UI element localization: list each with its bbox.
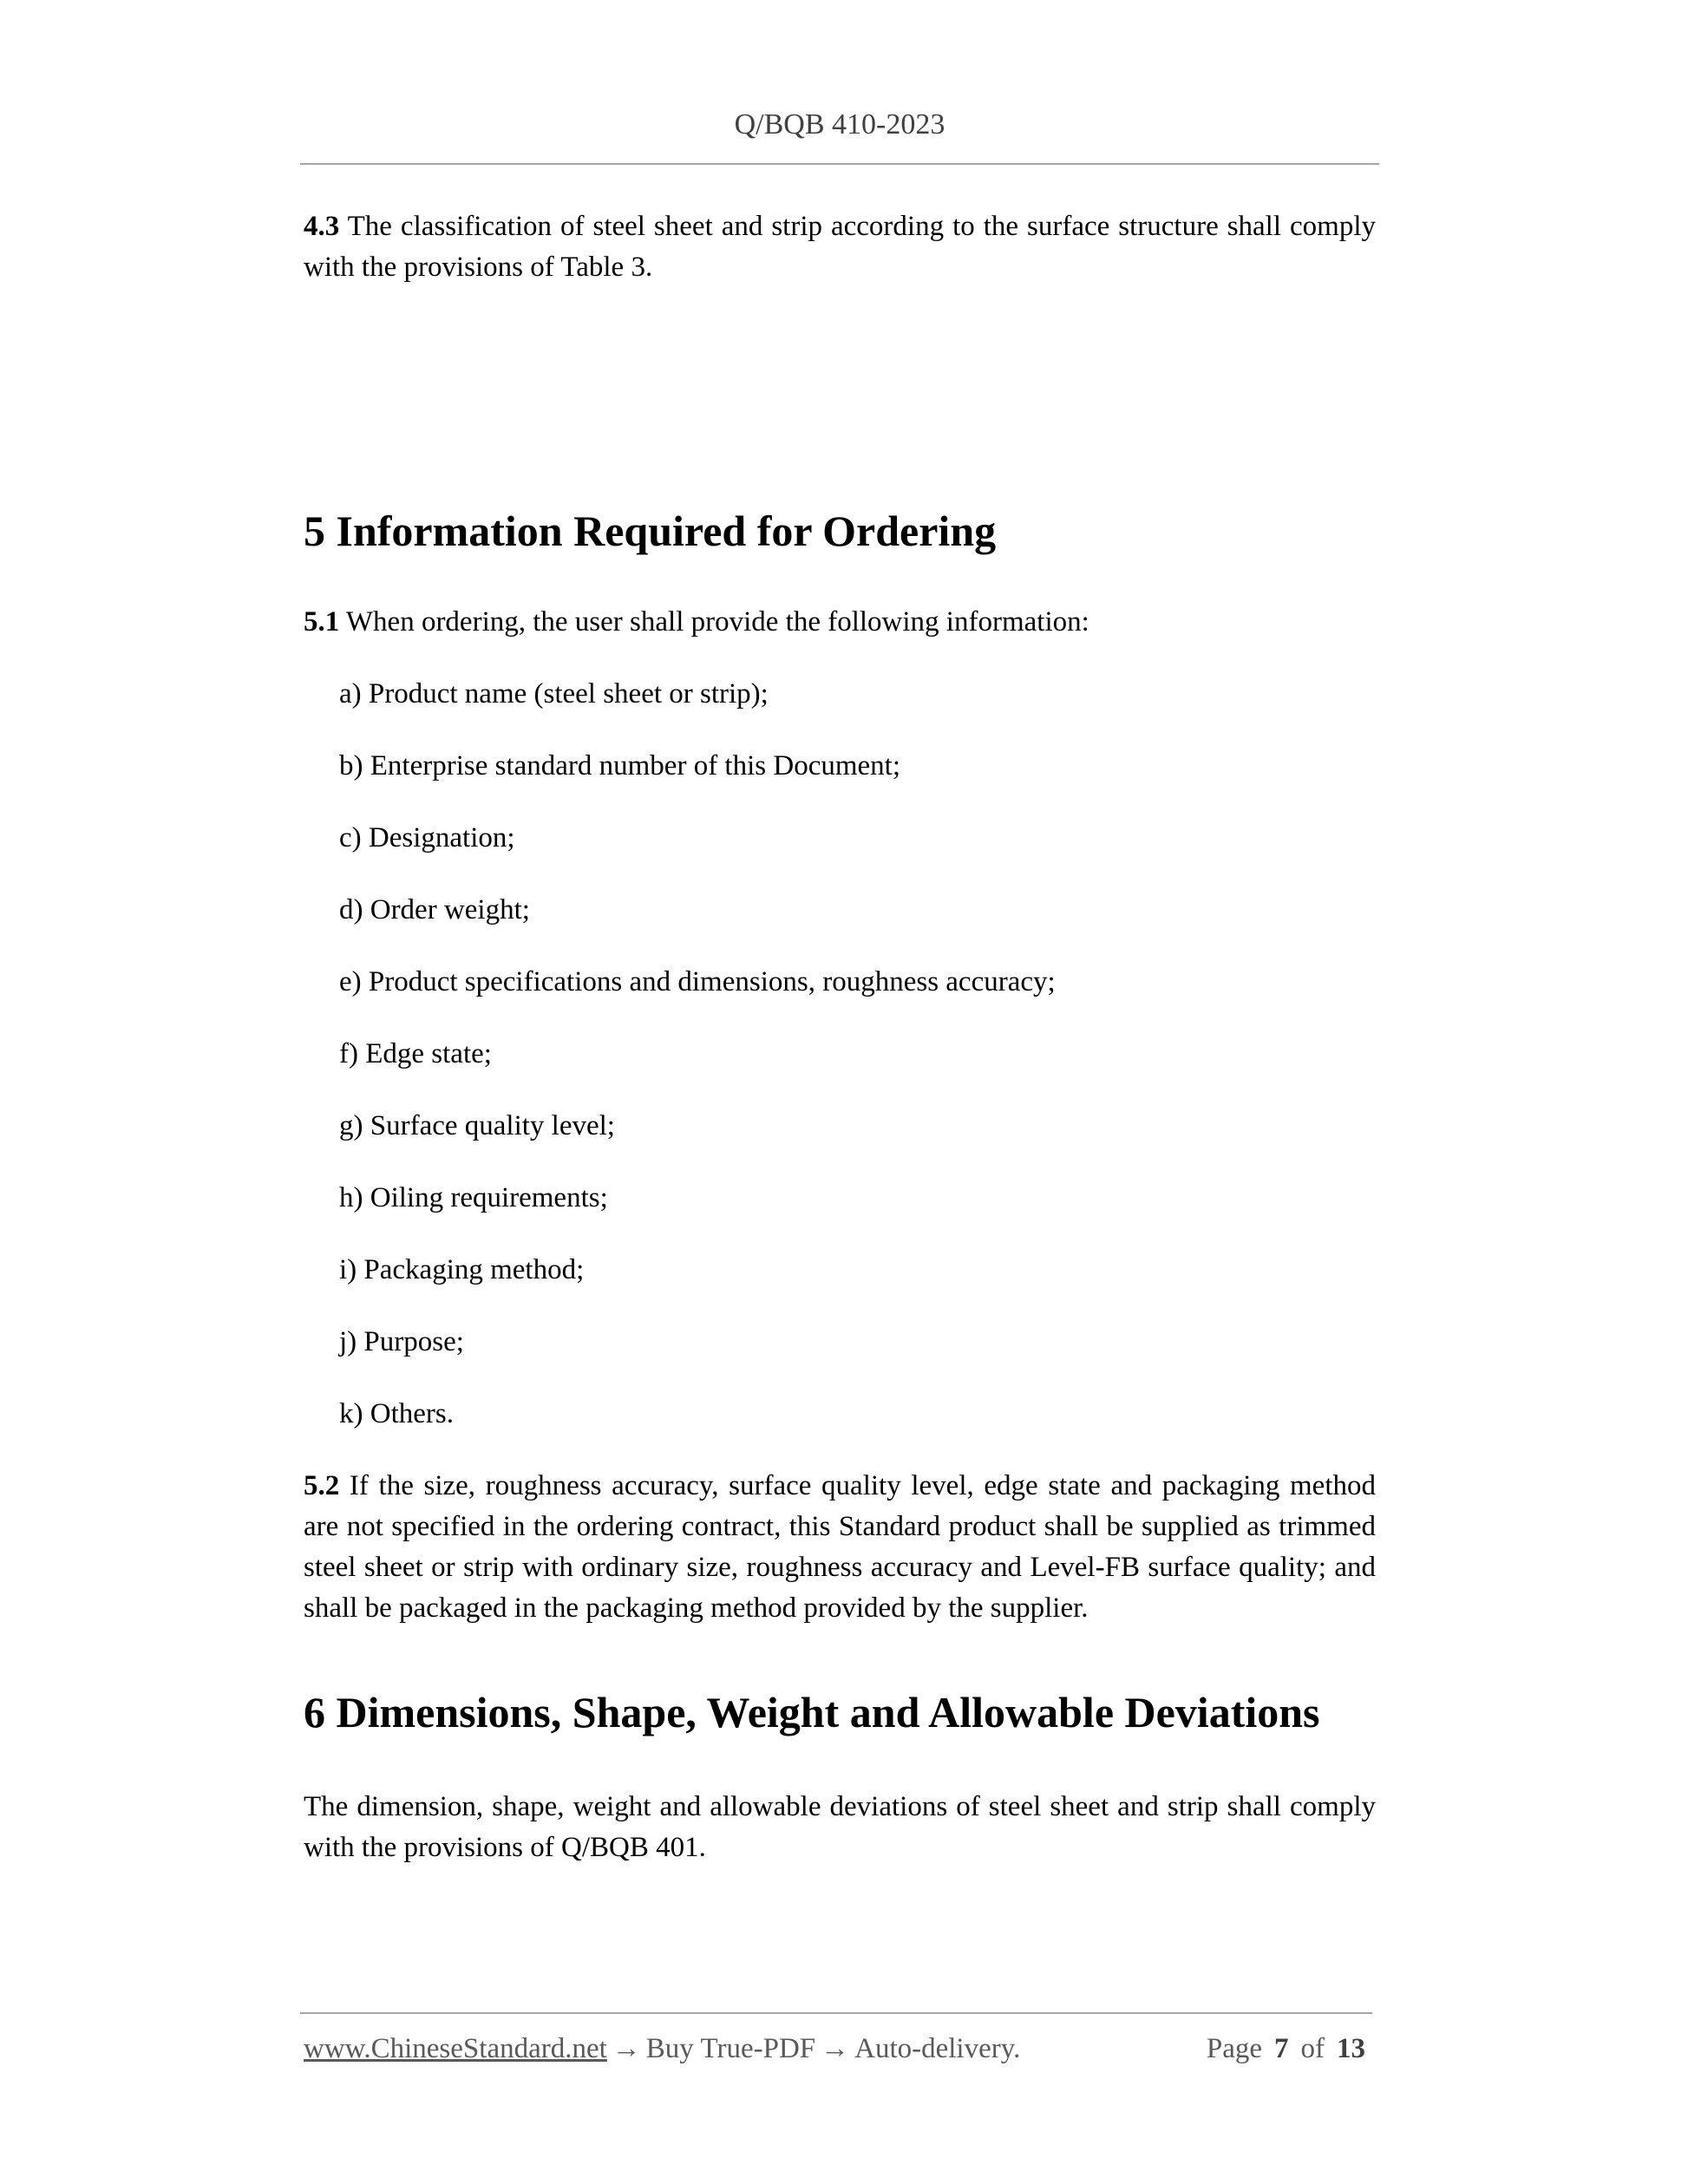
list-item: h) Oiling requirements; [339,1182,608,1213]
header-divider [300,163,1379,165]
clause-text: If the size, roughness accuracy, surface quality level, edge state and packaging method are not specified in the ordering contract, this Standard product shall be supplied as trimmed steel sheet or strip with ordinary size, roughness accuracy and Level-FB surface quality; and shall be packaged in the packaging method provided by the supplier. [304,1470,1376,1624]
list-item: a) Product name (steel sheet or strip); [339,678,769,709]
auto-delivery-text: Auto-delivery. [854,2033,1021,2064]
section-5-heading: 5 Information Required for Ordering [304,507,997,555]
running-header: Q/BQB 410-2023 [734,108,945,141]
of-label: of [1300,2033,1325,2064]
clause-text: The classification of steel sheet and strip according to the surface structure shall comply with the provisions of Table 3. [304,211,1376,283]
list-item: i) Packaging method; [339,1254,585,1285]
page-current: 7 [1274,2033,1289,2064]
list-item: d) Order weight; [339,894,530,925]
footer-links [304,2030,1020,2068]
clause-5-1 [304,602,1376,643]
clause-4-3 [304,206,1376,288]
clause-number: 4.3 [304,211,340,242]
list-item: k) Others. [339,1398,454,1429]
clause-number: 5.1 [304,606,340,638]
site-link[interactable]: www.ChineseStandard.net [304,2033,607,2064]
section-6-text: The dimension, shape, weight and allowable deviations of steel sheet and strip shall comply with the provisions of Q/BQB 401. [304,1791,1376,1863]
footer-divider [300,2012,1372,2014]
list-item: c) Designation; [339,822,515,853]
clause-number: 5.2 [304,1470,340,1501]
page-label: Page [1206,2033,1262,2064]
list-item: e) Product specifications and dimensions, roughness accuracy; [339,966,1056,997]
list-item: g) Surface quality level; [339,1110,615,1141]
buy-true-pdf-text: Buy True-PDF [645,2033,816,2064]
arrow-right-icon: → [821,2033,850,2064]
clause-5-2 [304,1466,1376,1629]
page-total: 13 [1337,2033,1365,2064]
clause-text: When ordering, the user shall provide the following information: [339,606,1089,638]
page-indicator [1207,2030,1365,2068]
list-item: j) Purpose; [339,1326,464,1357]
list-item: f) Edge state; [339,1038,492,1069]
list-item: b) Enterprise standard number of this Document; [339,750,900,781]
arrow-right-icon: → [612,2033,641,2064]
section-6-heading: 6 Dimensions, Shape, Weight and Allowable Deviations [304,1688,1320,1736]
